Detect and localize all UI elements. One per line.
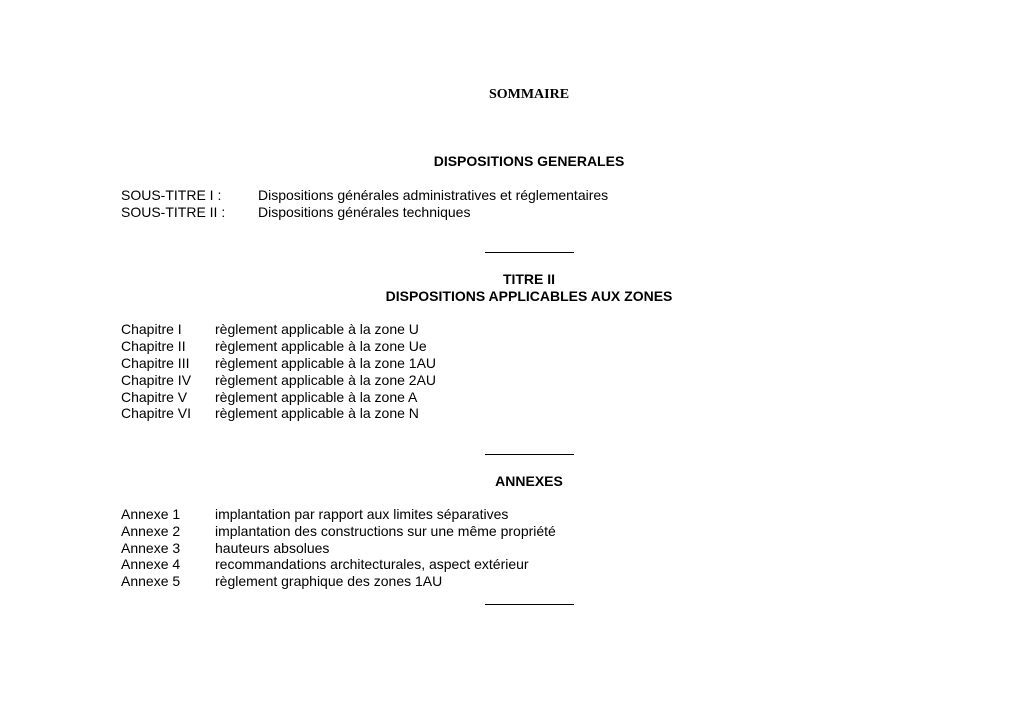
annexe-label: Annexe 3: [121, 540, 181, 556]
sous-titre-text: Dispositions générales techniques: [258, 204, 471, 220]
chapter-text: règlement applicable à la zone 1AU: [215, 355, 437, 371]
annexe-label: Annexe 1: [121, 506, 181, 522]
chapter-label: Chapitre I: [121, 321, 182, 337]
sous-titre-label: SOUS-TITRE I :: [121, 187, 222, 203]
annexe-label: Annexe 4: [121, 556, 181, 572]
sous-titre-label: SOUS-TITRE II :: [121, 204, 226, 220]
annexe-text: implantation par rapport aux limites séparatives: [215, 506, 509, 522]
annexes-heading: ANNEXES: [495, 473, 563, 489]
chapter-text: règlement applicable à la zone N: [215, 405, 419, 421]
chapter-label: Chapitre III: [121, 355, 190, 371]
annexe-text: règlement graphique des zones 1AU: [215, 573, 443, 589]
chapter-label: Chapitre VI: [121, 405, 192, 421]
section-separator: [485, 454, 574, 455]
chapter-text: règlement applicable à la zone U: [215, 321, 419, 337]
titre-ii-heading: TITRE II: [502, 271, 556, 287]
chapter-label: Chapitre IV: [121, 372, 192, 388]
sommaire-title: SOMMAIRE: [488, 87, 570, 102]
titre-ii-subheading: DISPOSITIONS APPLICABLES AUX ZONES: [385, 288, 673, 304]
annexe-label: Annexe 2: [121, 523, 181, 539]
section-separator: [485, 604, 574, 605]
dispositions-generales-heading: DISPOSITIONS GENERALES: [433, 153, 625, 169]
chapter-text: règlement applicable à la zone 2AU: [215, 372, 437, 388]
annexe-text: implantation des constructions sur une même propriété: [215, 523, 556, 539]
section-separator: [485, 252, 574, 253]
chapter-text: règlement applicable à la zone Ue: [215, 338, 427, 354]
sous-titre-text: Dispositions générales administratives et réglementaires: [258, 187, 609, 203]
annexe-text: recommandations architecturales, aspect extérieur: [215, 556, 529, 572]
annexe-label: Annexe 5: [121, 573, 181, 589]
chapter-label: Chapitre II: [121, 338, 186, 354]
chapter-label: Chapitre V: [121, 389, 188, 405]
chapter-text: règlement applicable à la zone A: [215, 389, 418, 405]
annexe-text: hauteurs absolues: [215, 540, 330, 556]
